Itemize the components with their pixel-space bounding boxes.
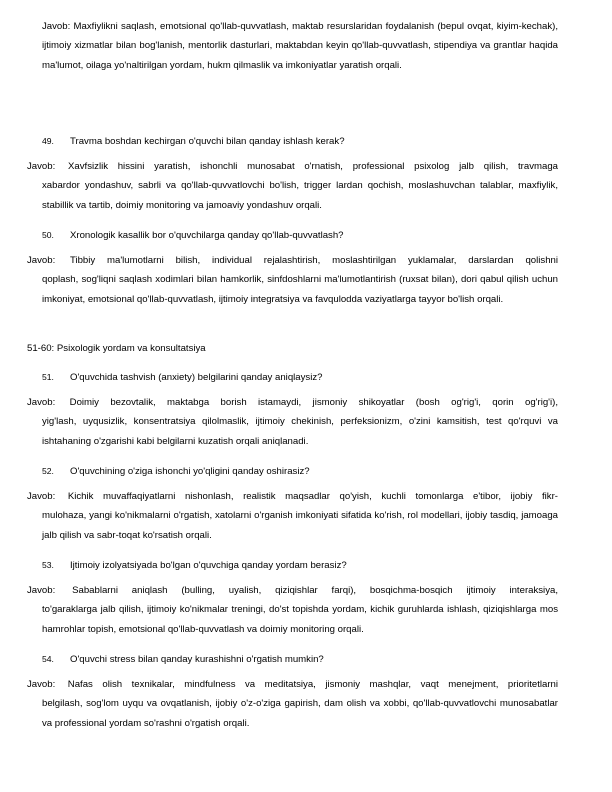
question-53 xyxy=(42,556,558,575)
answer-label: Javob: xyxy=(27,679,56,690)
answer-49-first-line xyxy=(27,157,558,176)
question-text: Travma boshdan kechirgan o'quvchi bilan qanday ishlash kerak? xyxy=(70,136,345,147)
question-49 xyxy=(42,132,558,151)
answer-54-first-line xyxy=(27,675,558,694)
question-text: Xronologik kasallik bor o'quvchilarga qanday qo'llab-quvvatlash? xyxy=(70,230,344,241)
answer-text: Doimiy bezovtalik, maktabga borish istamaydi, jismoniy shikoyatlar (bosh og'rig'i, qorin og'rig'i), xyxy=(69,397,558,408)
question-52 xyxy=(42,462,558,481)
answer-50-first-line xyxy=(27,251,558,270)
answer-51-first-line xyxy=(27,393,558,412)
answer-text: Tibbiy ma'lumotlarni bilish, individual rejalashtirish, moslashtirilgan yuklamalar, darslardan qolishni xyxy=(69,255,558,266)
question-text: O'quvchining o'ziga ishonchi yo'qligini qanday oshirasiz? xyxy=(70,466,310,477)
answer-label: Javob: xyxy=(27,491,56,502)
question-number: 49. xyxy=(42,136,54,146)
answer-label: Javob: xyxy=(27,255,56,266)
answer-53-rest: to'garaklarga jalb qilish, ijtimoiy ko'nikmalar treningi, do'st topishda yordam, kichik guruhlarda ishlash, qiziqishlarga mos hamrohlar topish, emotsional qo'llab-quvvatlash va doimiy monitoring orqali. xyxy=(42,604,558,635)
answer-text: Xavfsizlik hissini yaratish, ishonchli munosabat o'rnatish, professional psixolog jalb qilish, travmaga xyxy=(68,161,558,172)
answer-label: Javob: xyxy=(27,585,56,596)
question-text: O'quvchida tashvish (anxiety) belgilarini qanday aniqlaysiz? xyxy=(70,372,323,383)
section-heading: 51-60: Psixologik yordam va konsultatsiya xyxy=(27,343,206,354)
answer-text: Kichik muvaffaqiyatlarni nishonlash, realistik maqsadlar qo'yish, kuchli tomonlarga e'tibor, ijobiy fikr- xyxy=(67,491,558,502)
answer-54-rest: belgilash, sog'lom uyqu va ovqatlanish, ijobiy o'z-o'ziga gapirish, dam olish va xobbi, qo'llab-quvvatlovchi munosabatlar va professional yordam so'rashni o'rgatish orqali. xyxy=(42,698,558,729)
question-54 xyxy=(42,650,558,669)
answer-52-first-line xyxy=(27,487,558,506)
answer-52-rest: mulohaza, yangi ko'nikmalarni o'rgatish, xatolarni o'rganish imkoniyati sifatida ko'rish, rol modellari, ijobiy tasdiq, jamoaga jalb qilish va sabr-toqat ko'rsatish orqali. xyxy=(42,510,558,541)
question-number: 53. xyxy=(42,560,54,570)
answer-text: Sabablarni aniqlash (bulling, uyalish, qiziqishlar farqi), bosqichma-bosqich ijtimoiy interaksiya, xyxy=(72,585,558,596)
question-text: O'quvchi stress bilan qanday kurashishni o'rgatish mumkin? xyxy=(70,654,324,665)
question-51 xyxy=(42,368,558,387)
answer-49-rest: xabardor yondashuv, sabrli va qo'llab-quvvatlovchi bo'lish, trigger lardan qochish, moslashuvchan talablar, maxfiylik, stabillik va tartib, doimiy monitoring va jamoaviy yondashuv orqali. xyxy=(42,180,558,211)
answer-50-rest: qoplash, sog'liqni saqlash xodimlari bilan hamkorlik, sinfdoshlarni ma'lumotlantirish (ruxsat bilan), dori qabul qilish uchun imkoniyat, emotsional qo'llab-quvvatlash, ijtimoiy integratsiya va favqulodda vaziyatlarga tayyor bo'lish orqali. xyxy=(42,274,558,305)
answer-53-first-line xyxy=(27,581,558,600)
answer-51-rest: yig'lash, uyqusizlik, konsentratsiya qilolmaslik, ijtimoiy chekinish, perfeksionizm, o'zini kamsitish, test qo'rquvi va ishtahaning o'zgarishi kabi belgilarni kuzatish orqali aniqlanadi. xyxy=(42,416,558,447)
answer-label: Javob: xyxy=(27,161,56,172)
question-number: 54. xyxy=(42,654,54,664)
question-number: 50. xyxy=(42,230,54,240)
question-50 xyxy=(42,226,558,245)
answer-text: Nafas olish texnikalar, mindfulness va meditatsiya, jismoniy mashqlar, vaqt menejment, prioritetlarni xyxy=(67,679,558,690)
question-number: 51. xyxy=(42,372,54,382)
question-text: Ijtimoiy izolyatsiyada bo'lgan o'quvchiga qanday yordam berasiz? xyxy=(70,560,347,571)
question-number: 52. xyxy=(42,466,54,476)
answer-label: Javob: xyxy=(27,397,56,408)
answer-48-continuation: Javob: Maxfiylikni saqlash, emotsional qo'llab-quvvatlash, maktab resurslaridan foydalanish (bepul ovqat, kiyim-kechak), ijtimoiy xizmatlar bilan bog'lanish, mentorlik dasturlari, maktabdan keyin qo'llab-quvvatlash, stipendiya va grantlar haqida ma'lumot, oilaga yo'naltirilgan yordam, hukm qilmaslik va imkoniyatlar yaratish orqali. xyxy=(42,21,558,71)
